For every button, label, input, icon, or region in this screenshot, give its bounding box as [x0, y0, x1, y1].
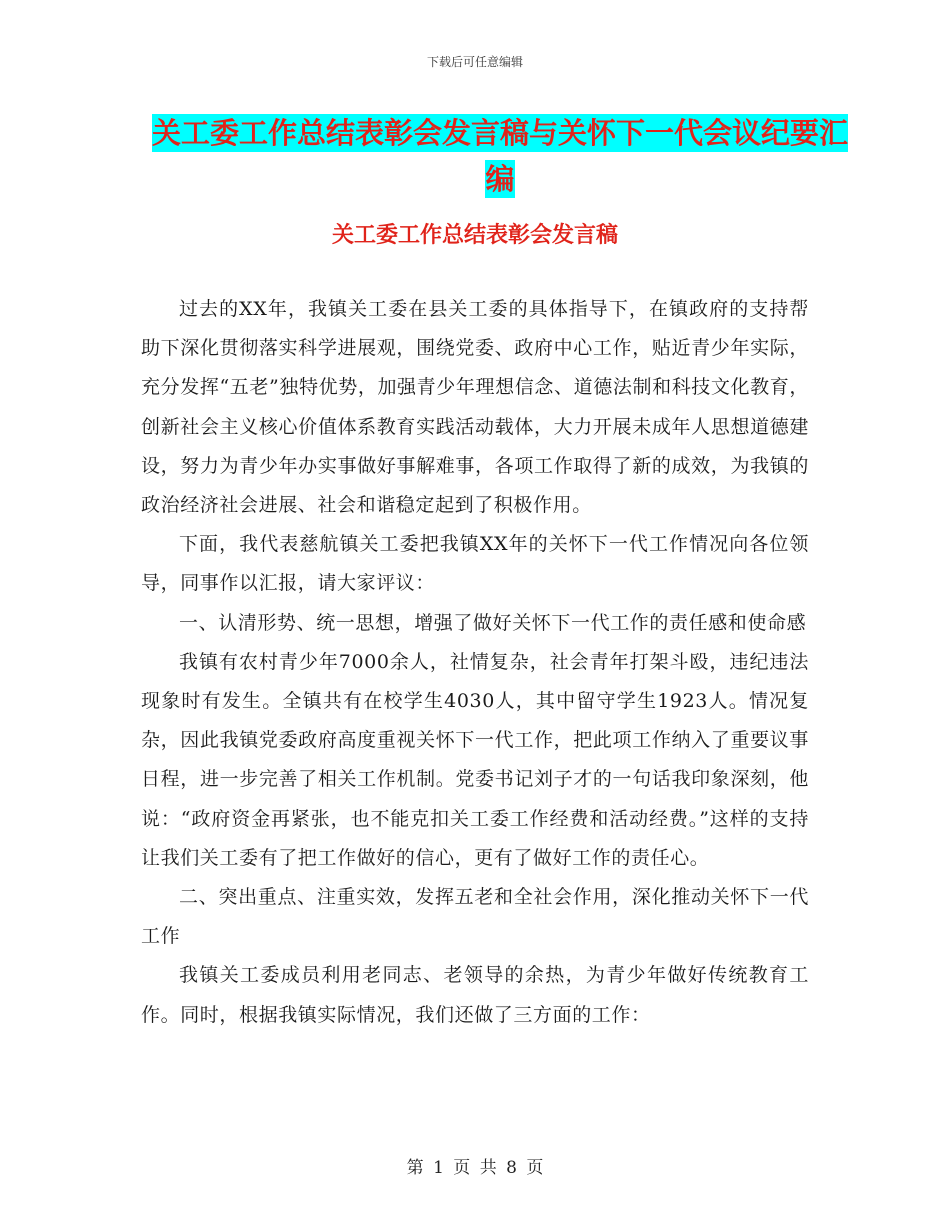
main-title-text: 关工委工作总结表彰会发言稿与关怀下一代会议纪要汇编 [151, 116, 848, 196]
body-text [141, 290, 809, 1035]
page-footer: 第 1 页 共 8 页 [406, 1158, 544, 1178]
header-note: 下载后可任意编辑 [426, 55, 523, 69]
paragraph: 下面，我代表慈航镇关工委把我镇XX年的关怀下一代工作情况向各位领导，同事作以汇报，请大家评议： [141, 533, 809, 595]
section-title: 关工委工作总结表彰会发言稿 [331, 223, 618, 248]
main-title [140, 110, 860, 202]
paragraph-heading: 一、认清形势、统一思想，增强了做好关怀下一代工作的责任感和使命感 [179, 611, 807, 634]
paragraph: 我镇有农村青少年7000余人，社情复杂，社会青年打架斗殴，违纪违法现象时有发生。全镇共有在校学生4030人，其中留守学生1923人。情况复杂，因此我镇党委政府高度重视关怀下一代工作，把此项工作纳入了重要议事日程，进一步完善了相关工作机制。党委书记刘子才的一句话我印象深刻，他说：“政府资金再紧张，也不能克扣关工委工作经费和活动经费。”这样的支持让我们关工委有了把工作做好的信心，更有了做好工作的责任心。 [141, 650, 809, 869]
paragraph: 我镇关工委成员利用老同志、老领导的余热，为青少年做好传统教育工作。同时，根据我镇实际情况，我们还做了三方面的工作： [141, 964, 809, 1026]
paragraph: 过去的XX年，我镇关工委在县关工委的具体指导下，在镇政府的支持帮助下深化贯彻落实科学进展观，围绕党委、政府中心工作，贴近青少年实际，充分发挥“五老”独特优势，加强青少年理想信念、道德法制和科技文化教育，创新社会主义核心价值体系教育实践活动载体，大力开展未成年人思想道德建设，努力为青少年办实事做好事解难事，各项工作取得了新的成效，为我镇的政治经济社会进展、社会和谐稳定起到了积极作用。 [141, 298, 809, 517]
paragraph-heading: 二、突出重点、注重实效，发挥五老和全社会作用，深化推动关怀下一代工作 [141, 886, 809, 948]
